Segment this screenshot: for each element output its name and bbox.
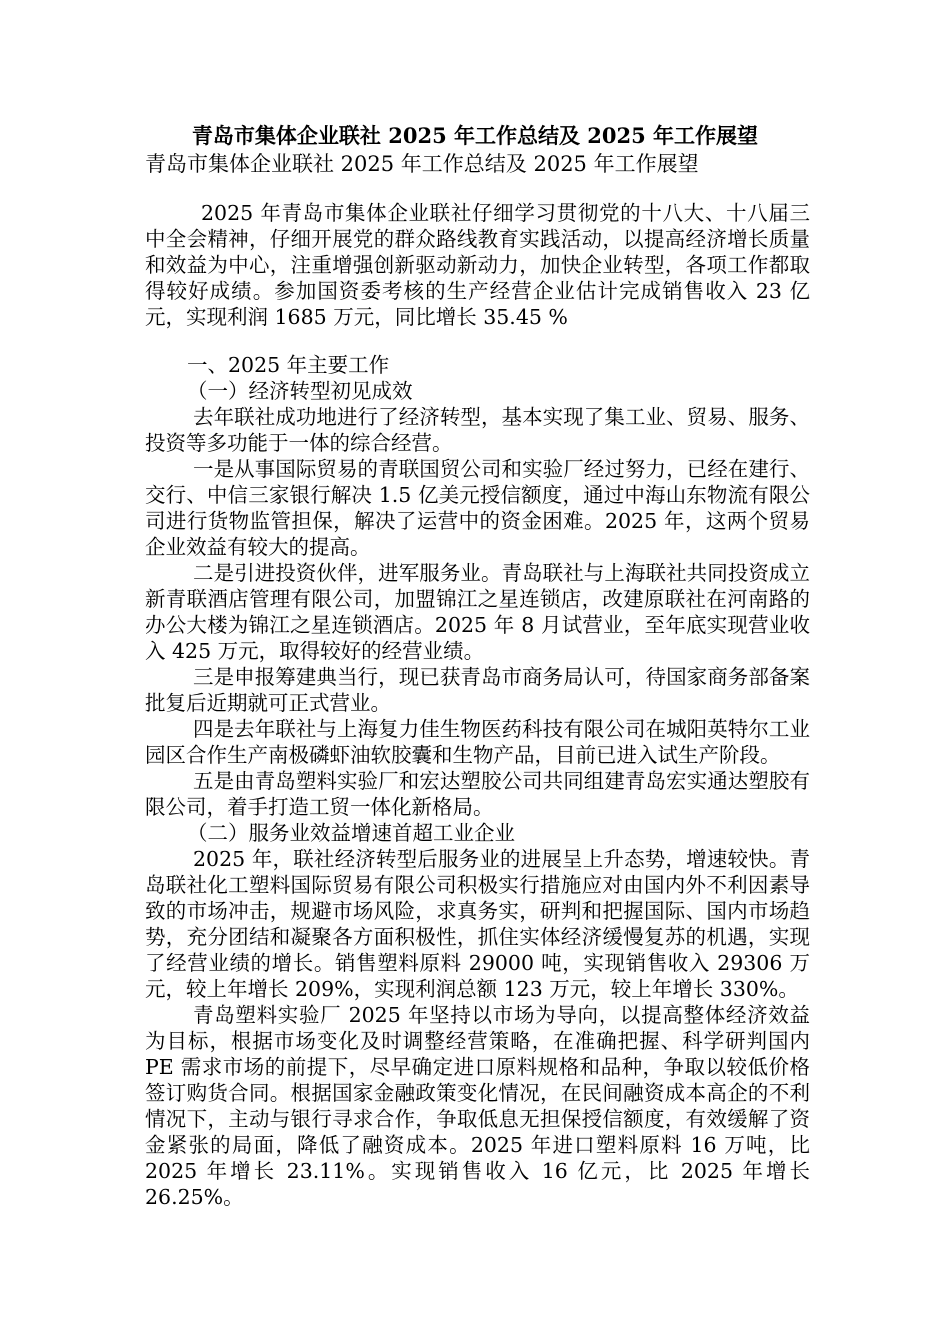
document-body [145, 200, 810, 1210]
body-paragraph: 2025 年，联社经济转型后服务业的进展呈上升态势，增速较快。青岛联社化工塑料国际贸易有限公司积极实行措施应对由国内外不利因素导致的市场冲击，规避市场风险，求真务实，研判和把握国际、国内市场趋势，充分团结和凝聚各方面积极性，抓住实体经济缓慢复苏的机遇，实现了经营业绩的增长。销售塑料原料 29000 吨，实现销售收入 29306 万元，较上年增长 209%，实现利润总额 123 万元，较上年增长 330%。 [145, 847, 810, 1001]
intro-paragraph: 2025 年青岛市集体企业联社仔细学习贯彻党的十八大、十八届三中全会精神，仔细开展党的群众路线教育实践活动，以提高经济增长质量和效益为中心，注重增强创新驱动新动力，加快企业转型，各项工作都取得较好成绩。参加国资委考核的生产经营企业估计完成销售收入 23 亿元，实现利润 1685 万元，同比增长 35.45 % [145, 201, 810, 329]
document-title: 青岛市集体企业联社 2025 年工作总结及 2025 年工作展望 [191, 123, 759, 148]
paragraph-gap [145, 330, 810, 352]
body-paragraph: 四是去年联社与上海复力佳生物医药科技有限公司在城阳英特尔工业园区合作生产南极磷虾油软胶囊和生物产品，目前已进入试生产阶段。 [145, 717, 810, 767]
body-paragraph: 去年联社成功地进行了经济转型，基本实现了集工业、贸易、服务、投资等多功能于一体的综合经营。 [145, 405, 810, 455]
subsection-heading: （一）经济转型初见成效 [187, 379, 413, 403]
section-heading: 一、2025 年主要工作 [187, 353, 390, 377]
document-subtitle: 青岛市集体企业联社 2025 年工作总结及 2025 年工作展望 [145, 152, 699, 176]
body-paragraph: 三是申报筹建典当行，现已获青岛市商务局认可，待国家商务部备案批复后近期就可正式营业。 [145, 665, 810, 715]
body-paragraph: 青岛塑料实验厂 2025 年坚持以市场为导向，以提高整体经济效益为目标，根据市场变化及时调整经营策略，在准确把握、科学研判国内 PE 需求市场的前提下，尽早确定进口原料规格和品种，争取以较低价格签订购货合同。根据国家金融政策变化情况，在民间融资成本高企的不利情况下，主动与银行寻求合作，争取低息无担保授信额度，有效缓解了资金紧张的局面，降低了融资成本。2025 年进口塑料原料 16 万吨，比 2025 年增长 23.11%。实现销售收入 16 亿元，比 2025 年增长 26.25%。 [145, 1003, 810, 1209]
body-paragraph: 一是从事国际贸易的青联国贸公司和实验厂经过努力，已经在建行、交行、中信三家银行解决 1.5 亿美元授信额度，通过中海山东物流有限公司进行货物监管担保，解决了运营中的资金困难。2025 年，这两个贸易企业效益有较大的提高。 [145, 457, 810, 559]
body-paragraph: 二是引进投资伙伴，进军服务业。青岛联社与上海联社共同投资成立新青联酒店管理有限公司，加盟锦江之星连锁店，改建原联社在河南路的办公大楼为锦江之星连锁酒店。2025 年 8 月试营业，至年底实现营业收入 425 万元，取得较好的经营业绩。 [145, 561, 810, 663]
body-paragraph: 五是由青岛塑料实验厂和宏达塑胶公司共同组建青岛宏实通达塑胶有限公司，着手打造工贸一体化新格局。 [145, 769, 810, 819]
subsection-heading: （二）服务业效益增速首超工业企业 [187, 821, 515, 845]
